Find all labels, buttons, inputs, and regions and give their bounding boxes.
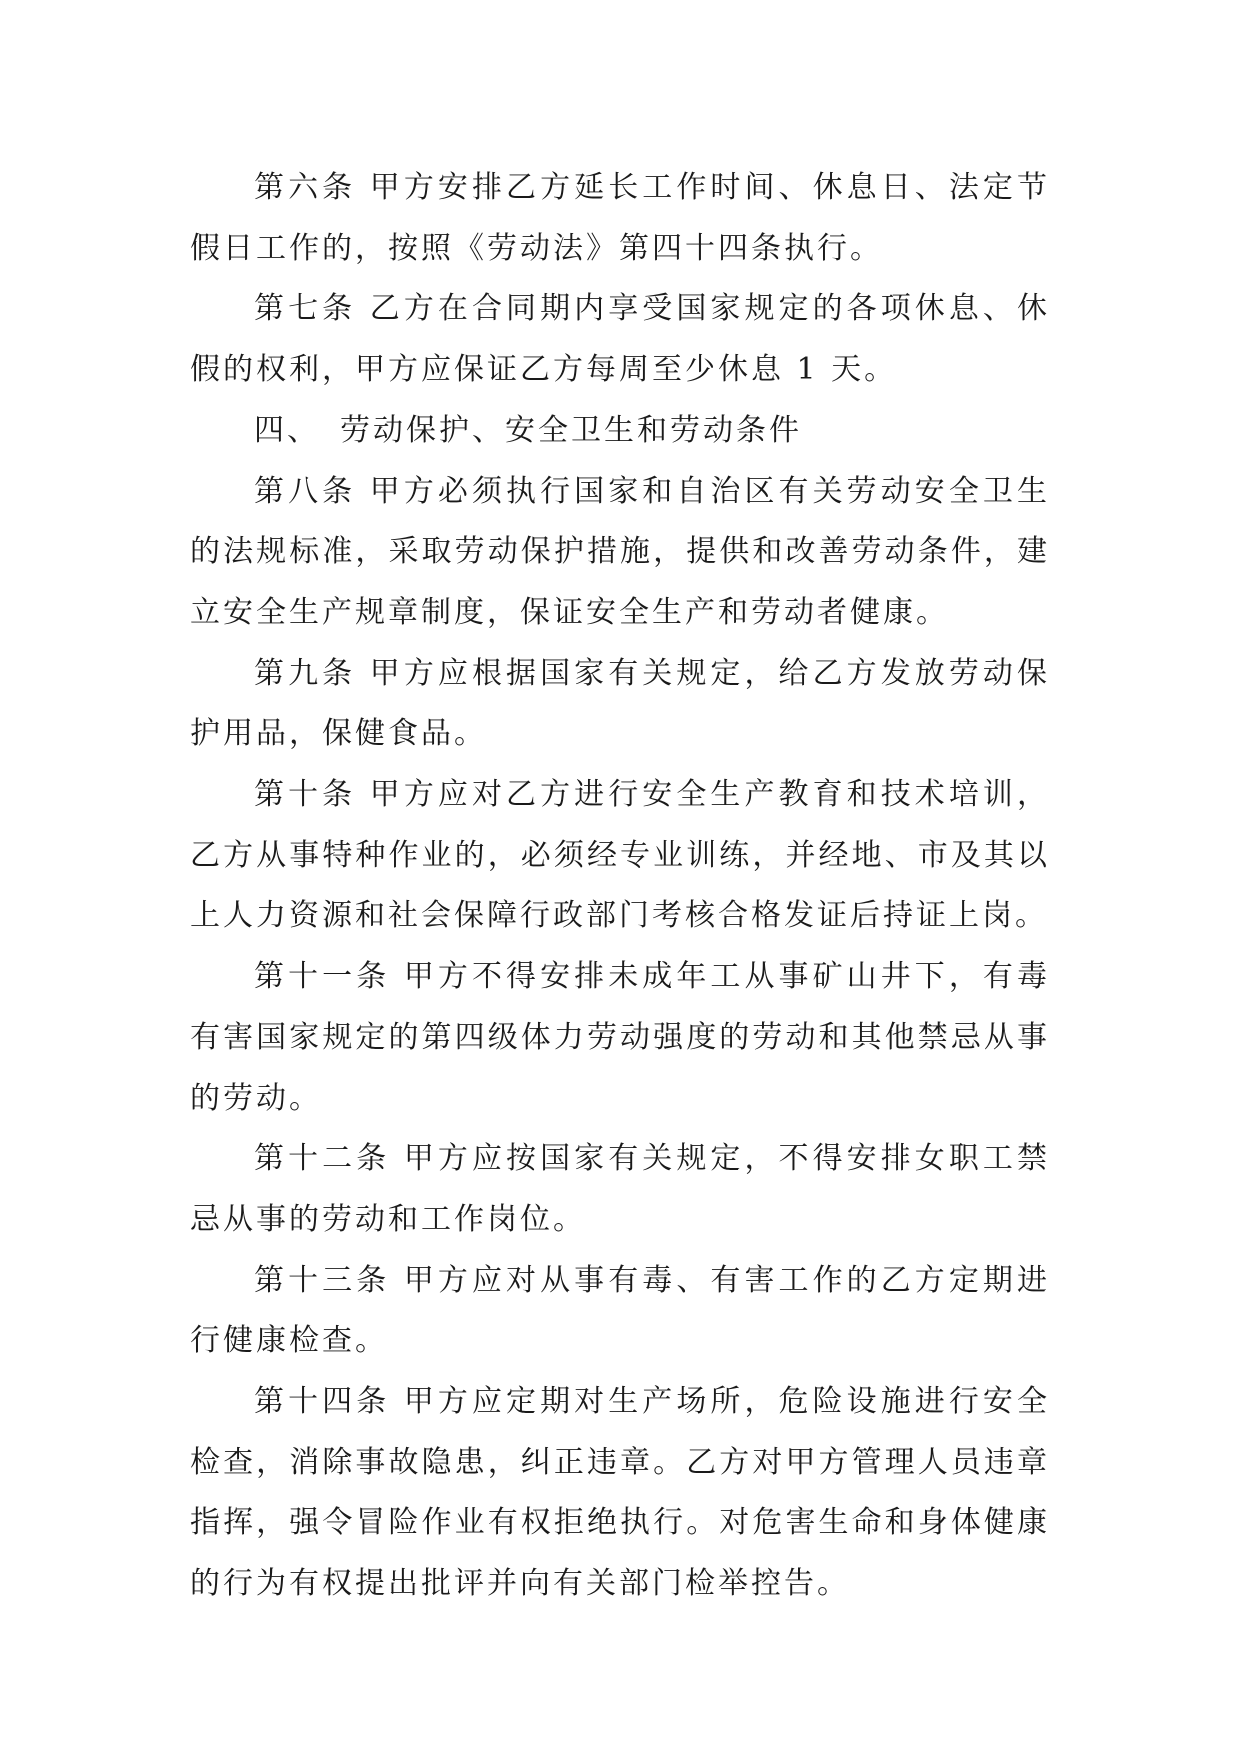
section-heading bbox=[190, 401, 1050, 462]
article-7: 第七条 乙方在合同期内享受国家规定的各项休息、休假的权利，甲方应保证乙方每周至少休息 1 天。 bbox=[190, 291, 1050, 388]
article-12: 第十二条 甲方应按国家有关规定，不得安排女职工禁忌从事的劳动和工作岗位。 bbox=[190, 1141, 1050, 1237]
article-6: 第六条 甲方安排乙方延长工作时间、休息日、法定节假日工作的，按照《劳动法》第四十四条执行。 bbox=[190, 170, 1050, 266]
article-13: 第十三条 甲方应对从事有毒、有害工作的乙方定期进行健康检查。 bbox=[190, 1262, 1050, 1359]
article-9: 第九条 甲方应根据国家有关规定，给乙方发放劳动保护用品，保健食品。 bbox=[190, 655, 1050, 752]
section-title: 劳动保护、安全卫生和劳动条件 bbox=[340, 412, 802, 448]
document-body bbox=[190, 158, 1050, 1615]
section-number: 四、 bbox=[254, 412, 320, 448]
article-11: 第十一条 甲方不得安排未成年工从事矿山井下，有毒有害国家规定的第四级体力劳动强度的劳动和其他禁忌从事的劳动。 bbox=[190, 959, 1050, 1116]
article-8: 第八条 甲方必须执行国家和自治区有关劳动安全卫生的法规标准，采取劳动保护措施，提供和改善劳动条件，建立安全生产规章制度，保证安全生产和劳动者健康。 bbox=[190, 473, 1050, 630]
article-14: 第十四条 甲方应定期对生产场所，危险设施进行安全检查，消除事故隐患，纠正违章。乙方对甲方管理人员违章指挥，强令冒险作业有权拒绝执行。对危害生命和身体健康的行为有权提出批评并向有关部门检举控告。 bbox=[190, 1384, 1050, 1602]
article-10: 第十条 甲方应对乙方进行安全生产教育和技术培训，乙方从事特种作业的，必须经专业训练，并经地、市及其以上人力资源和社会保障行政部门考核合格发证后持证上岗。 bbox=[190, 777, 1050, 934]
